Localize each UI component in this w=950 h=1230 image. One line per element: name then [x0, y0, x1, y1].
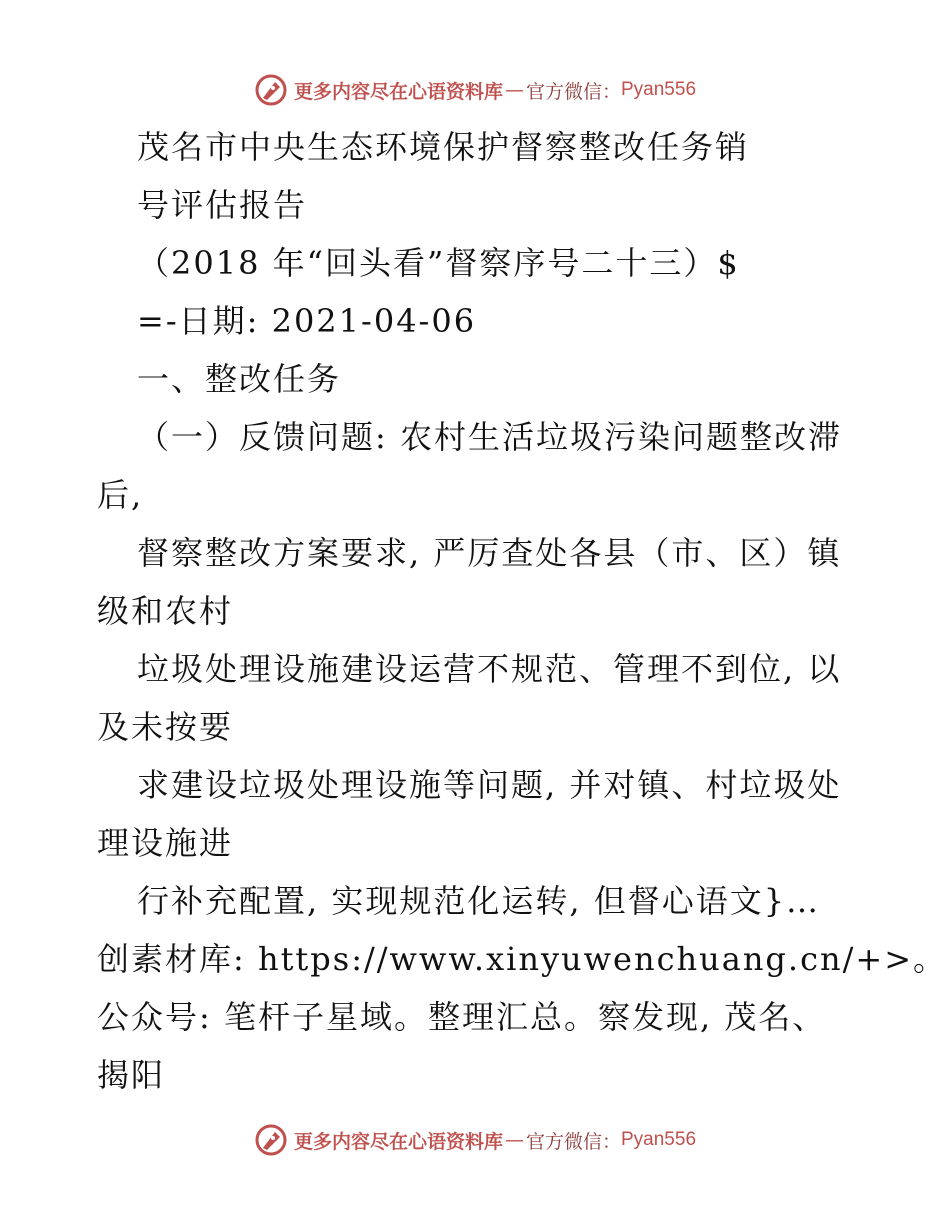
section-heading: 一、整改任务 — [137, 360, 342, 398]
paragraph-line: 及未按要 — [97, 708, 234, 746]
banner-wechat-id: Pyan556 — [621, 1129, 697, 1150]
paragraph-line: 求建设垃圾处理设施等问题, 并对镇、村垃圾处 — [137, 766, 842, 804]
banner-dash: — — [504, 1129, 524, 1151]
paragraph-line: 垃圾处理设施建设运营不规范、管理不到位, 以 — [137, 650, 842, 688]
banner-main-text: 更多内容尽在心语资料库 — [293, 1130, 503, 1153]
banner-official-label: 官方微信： — [525, 80, 621, 103]
paragraph-line: 级和农村 — [97, 592, 234, 630]
paragraph-line: 后, — [97, 476, 144, 514]
paragraph-line: （一）反馈问题: 农村生活垃圾污染问题整改滞 — [137, 418, 842, 456]
banner-official-label: 官方微信： — [525, 1130, 621, 1153]
banner-wechat-id: Pyan556 — [621, 79, 697, 100]
paragraph-line: 督察整改方案要求, 严厉查处各县（市、区）镇 — [137, 534, 842, 572]
paragraph-line: 行补充配置, 实现规范化运转, 但督心语文}… — [137, 882, 821, 920]
header-watermark-banner — [0, 70, 950, 110]
footer-watermark-banner — [0, 1120, 950, 1160]
banner-main-text: 更多内容尽在心语资料库 — [293, 80, 503, 103]
date-line: =-日期: 2021-04-06 — [137, 302, 477, 340]
banner-dash: — — [504, 79, 524, 101]
pen-nib-logo-icon — [254, 1123, 288, 1157]
pen-nib-logo-icon — [254, 73, 288, 107]
title-line-1: 茂名市中央生态环境保护督察整改任务销 — [137, 128, 750, 166]
subtitle-line: （2018 年“回头看”督察序号二十三）$ — [137, 244, 740, 282]
paragraph-line: 公众号: 笔杆子星域。整理汇总。察发现, 茂名、 — [97, 998, 827, 1036]
title-line-2: 号评估报告 — [137, 186, 308, 224]
paragraph-line: 揭阳 — [97, 1056, 166, 1094]
source-link-line: 创素材库: https://www.xinyuwenchuang.cn/+>。 — [97, 940, 948, 978]
paragraph-line: 理设施进 — [97, 824, 234, 862]
